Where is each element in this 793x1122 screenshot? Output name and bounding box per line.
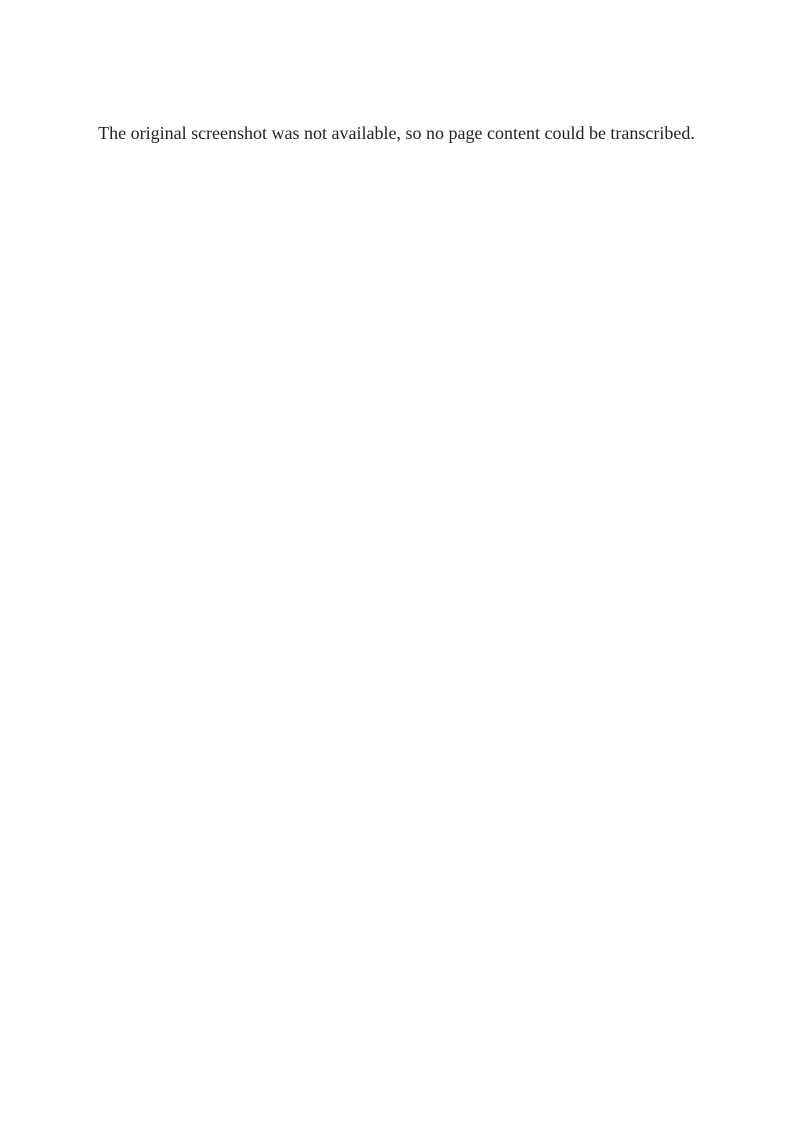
- missing-image-notice: The original screenshot was not available, so no page content could be transcribed.: [98, 123, 695, 143]
